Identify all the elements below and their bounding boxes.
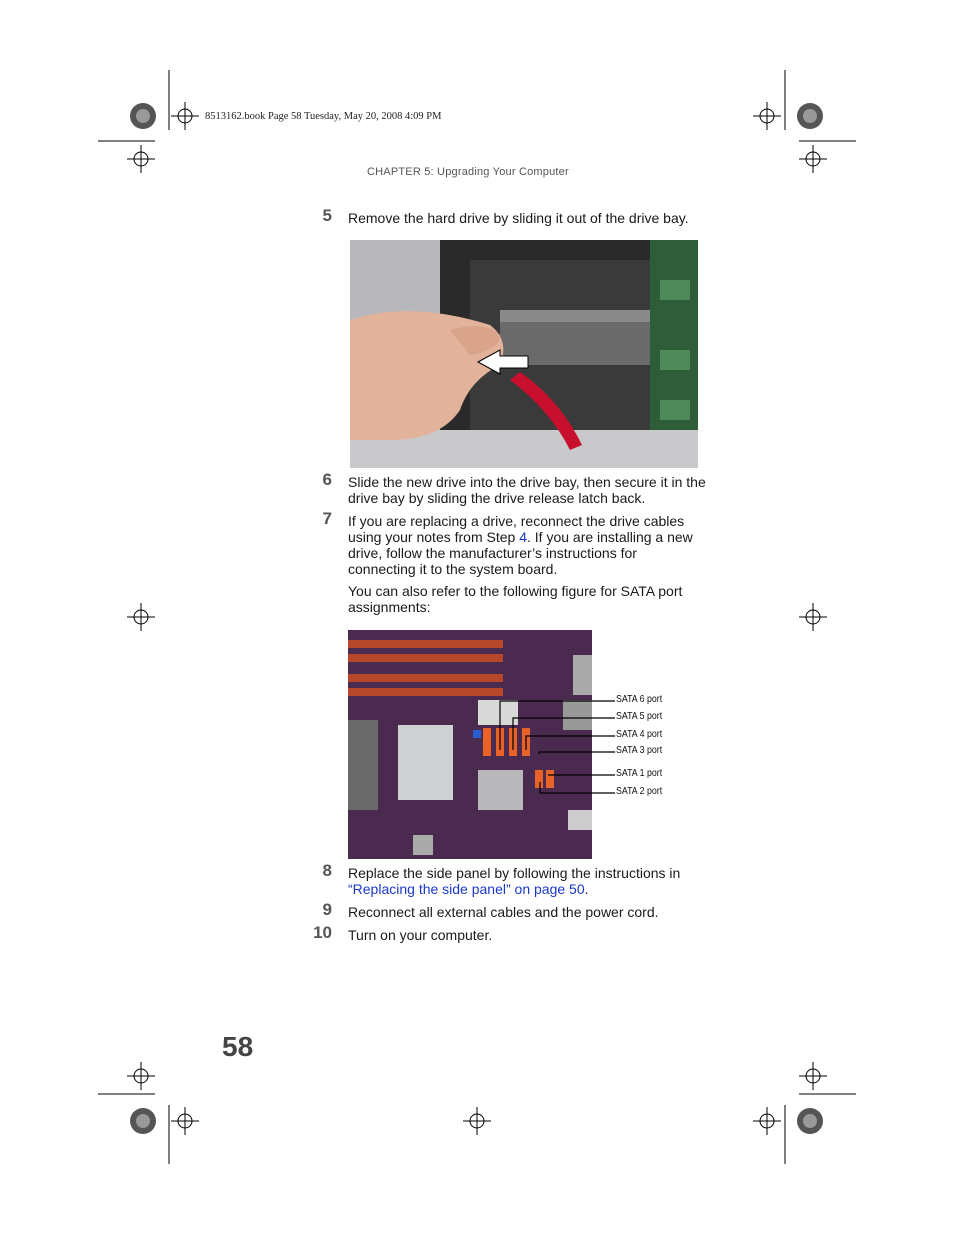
step-text: Turn on your computer. xyxy=(348,927,493,943)
step-text: Remove the hard drive by sliding it out of the drive bay. xyxy=(348,210,689,226)
sata-6-label: SATA 6 port xyxy=(616,694,663,705)
step-text: Slide the new drive into the drive bay, then secure it in the drive bay by sliding the drive release latch back. xyxy=(348,474,706,506)
figure-intro: You can also refer to the following figure for SATA port assignments: xyxy=(348,583,683,615)
sata-3-label: SATA 3 port xyxy=(616,745,663,756)
step-text: Replace the side panel by following the instructions in “Replacing the side panel” on page 50. xyxy=(348,865,681,897)
page-number: 58 xyxy=(222,1031,254,1062)
sata-5-label: SATA 5 port xyxy=(616,711,663,722)
sata-4-label: SATA 4 port xyxy=(616,729,663,740)
step-number: 6 xyxy=(322,470,332,489)
book-slug: 8513162.book Page 58 Tuesday, May 20, 2008 4:09 PM xyxy=(205,111,442,122)
step-number: 8 xyxy=(322,861,332,880)
hard-drive-photo xyxy=(350,240,698,468)
callout-lines xyxy=(470,690,620,800)
chapter-header: CHAPTER 5: Upgrading Your Computer xyxy=(367,166,569,178)
step-number: 10 xyxy=(313,923,332,942)
step-text: Reconnect all external cables and the power cord. xyxy=(348,904,659,920)
step-4-link[interactable]: 4 xyxy=(519,529,527,545)
replacing-side-panel-link[interactable]: “Replacing the side panel” on page 50 xyxy=(348,881,585,897)
step-number: 9 xyxy=(322,900,332,919)
sata-1-label: SATA 1 port xyxy=(616,768,663,779)
step-number: 7 xyxy=(322,509,332,528)
step-text: If you are replacing a drive, reconnect the drive cables using your notes from Step 4. If you are installing a new drive, follow the manufacturer’s instructions for connecting it to the system board. xyxy=(348,513,693,577)
sata-2-label: SATA 2 port xyxy=(616,786,663,797)
step-number: 5 xyxy=(322,206,332,225)
